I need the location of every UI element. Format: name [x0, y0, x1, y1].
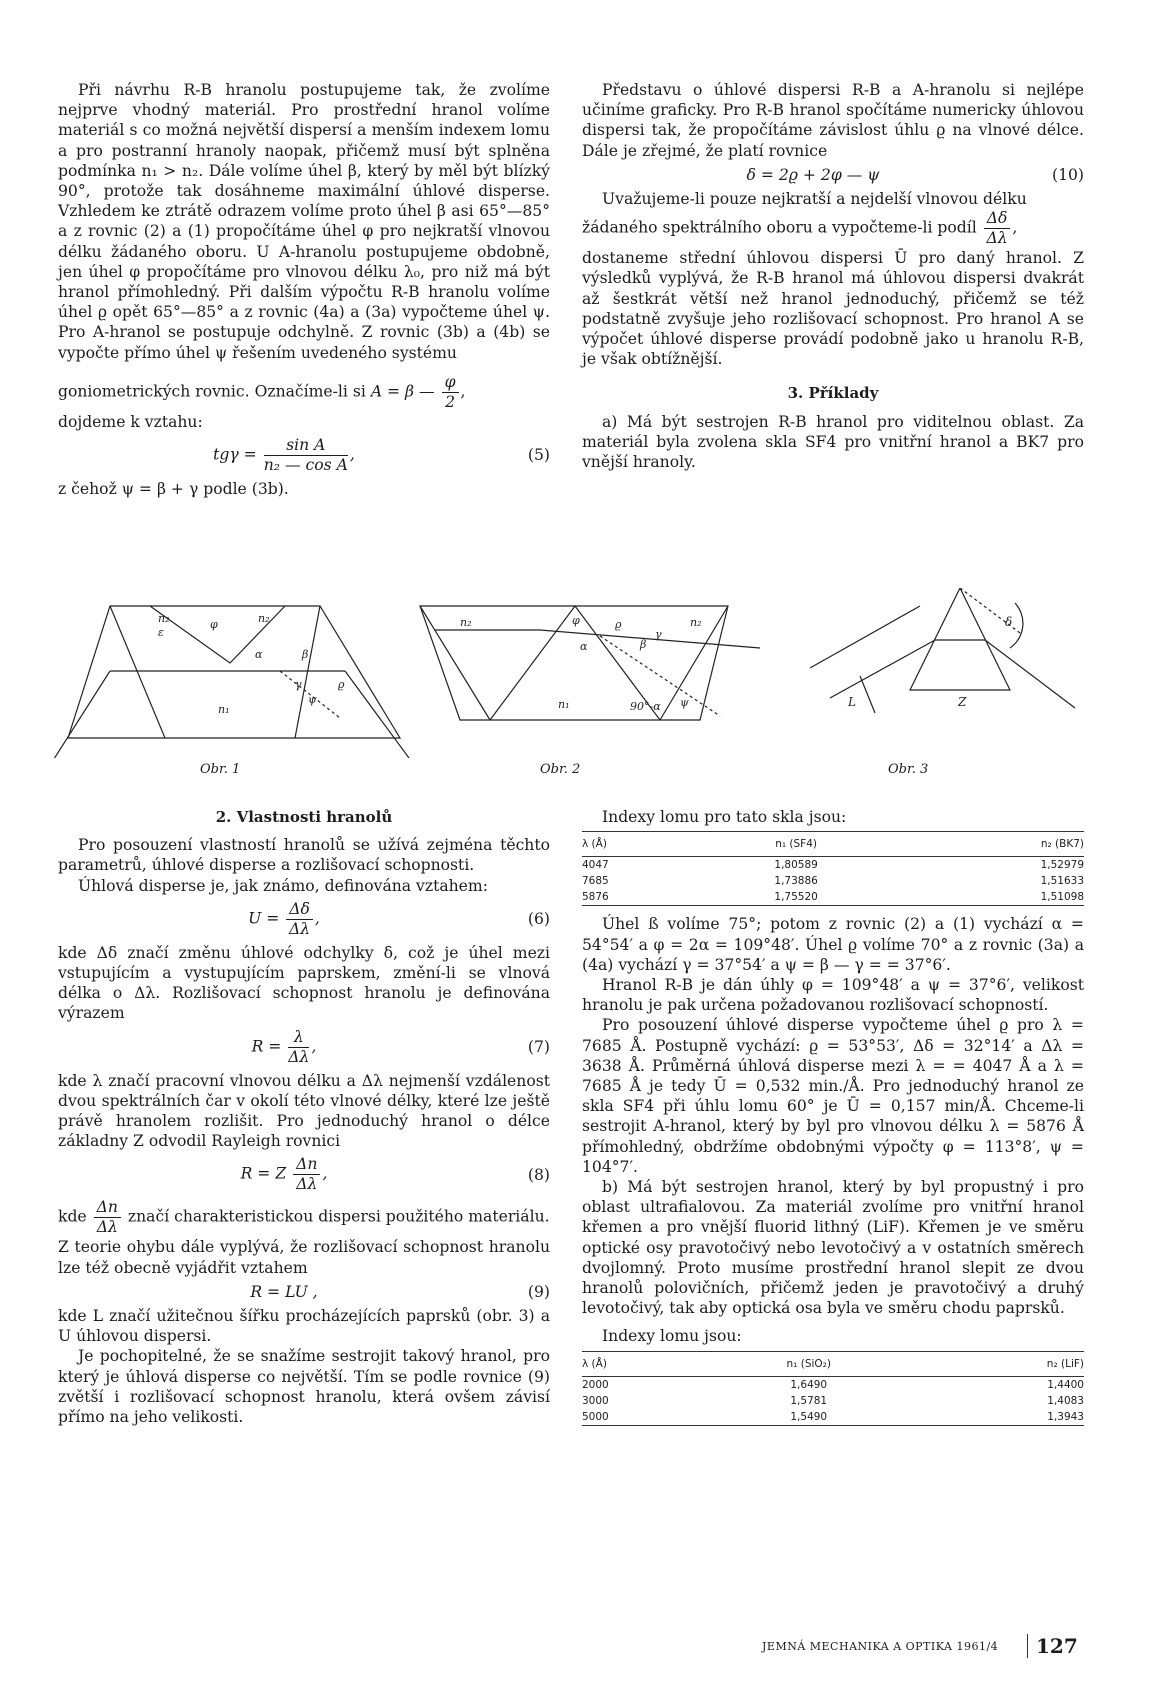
fig2-label: n₁: [558, 698, 570, 711]
table-cell: 1,51633: [1040, 875, 1084, 888]
width-line: [860, 676, 875, 713]
text: goniometrických rovnic. Označíme-li si: [58, 382, 366, 401]
figure-caption: Obr. 3: [888, 762, 929, 777]
figures-row: [40, 588, 1120, 758]
fig2-label: α: [580, 640, 588, 653]
equation-5: tgγ = $\frac{\text{sin A}}{\text{n₂ — cos A}}$ , (5): [213, 436, 550, 475]
table-row: [582, 873, 1084, 889]
prism-edge: [110, 606, 165, 738]
table-header: n₁ (SF4): [700, 832, 892, 857]
numerator: Δn: [293, 1155, 320, 1175]
fraction: [288, 1028, 309, 1067]
table-cell: 1,80589: [774, 859, 818, 872]
refraction-table-2: [582, 1351, 1084, 1426]
table-row: [582, 1376, 1084, 1393]
table-row: [582, 1393, 1084, 1409]
fig2-label: γ: [655, 628, 662, 641]
ray: [345, 671, 420, 758]
table-cell: 2000: [582, 1378, 609, 1391]
denominator: Δλ: [296, 1175, 318, 1194]
numerator: φ: [442, 373, 459, 393]
numerator: Δδ: [984, 209, 1011, 229]
table-row: [582, 889, 1084, 906]
numerator: Δn: [94, 1198, 121, 1218]
paragraph: goniometrických rovnic. Označíme-li si A = β — $\frac{\varphi}{2}$ ,: [58, 372, 466, 411]
fig3-label: Z: [958, 695, 967, 709]
paragraph: Uvažujeme-li pouze nejkratší a nejdelší vlnovou délku: [602, 190, 1027, 209]
figure-2-labels: [460, 614, 702, 713]
figure-1-labels: [158, 612, 345, 716]
fraction: [94, 1198, 121, 1237]
text: značí charakteristickou dispersi použitého materiálu.: [127, 1207, 550, 1226]
ray: [985, 640, 1075, 708]
table-cell: 5876: [582, 889, 700, 906]
paragraph: Úhlová disperse je, jak známo, definována vztahem:: [78, 876, 488, 895]
paragraph: dojdeme k vztahu:: [58, 412, 203, 431]
table-row: [582, 857, 1084, 874]
denominator: 2: [445, 392, 456, 411]
equation-left: U =: [248, 909, 280, 928]
equation-number: (6): [527, 910, 550, 929]
paragraph: b) Má být sestrojen hranol, který by byl propustný i pro oblast ultrafialovou. Za materiál zvolíme pro vnitřní hranol křemen a pro vnější fluorid lithný (LiF). Křemen je ve směru optické osy pravotočivý nebo levotočivý a v ostatních směrech dvojlomný. Proto musíme prostřední hranol slepit ze dvou hranolů polovičních, přičemž jeden je pravotočivý a druhý levotočivý, tak aby optická osa byla ve směru chodu paprsků.: [582, 1178, 1084, 1318]
ray: [540, 630, 760, 648]
equation-left: R =: [251, 1037, 282, 1056]
equation-6: U = $\frac{\Delta\delta}{\Delta\lambda}$ , (6): [248, 899, 550, 938]
paragraph: kde L značí užitečnou šířku procházejících paprsků (obr. 3) a U úhlovou dispersi.: [58, 1307, 550, 1346]
equation-left: tgγ =: [213, 445, 257, 464]
fig2-label: ϱ: [615, 618, 622, 631]
paragraph: a) Má být sestrojen R-B hranol pro viditelnou oblast. Za materiál byla zvolena skla SF4 pro vnitřní hranol a BK7 pro vnější hranoly.: [582, 412, 1084, 472]
paragraph: Úhel ß volíme 75°; potom z rovnic (2) a (1) vychází α = 54°54′ a φ = 2α = 109°48′. Úhel ϱ volíme 70° a z rovnic (3a) a (4a) vychází γ = 37°54′ a ψ = β — γ = = 37°6′.: [582, 915, 1084, 974]
fig1-label: n₂: [158, 612, 170, 625]
numerator: λ: [288, 1028, 309, 1048]
fraction: [984, 209, 1011, 248]
prism-outline: [910, 588, 1013, 690]
prism-edge: [420, 606, 490, 720]
figure-3-labels: [847, 615, 1012, 709]
equation-9: [58, 1282, 550, 1302]
section-heading: 2. Vlastnosti hranolů: [215, 808, 393, 826]
table-header: λ (Å): [582, 1351, 706, 1376]
left-column-top: [58, 80, 550, 499]
journal-footer: JEMNÁ MECHANIKA A OPTIKA 1961/4: [762, 1640, 999, 1653]
paragraph: z čehož ψ = β + γ podle (3b).: [58, 480, 289, 499]
figure-caption: Obr. 1: [200, 762, 241, 777]
table-header: λ (Å): [582, 832, 700, 857]
fig1-label: ϱ: [338, 678, 345, 691]
table-cell: 1,4083: [1047, 1394, 1084, 1407]
fig1-label: ψ: [308, 693, 317, 706]
table-cell: 7685: [582, 875, 609, 888]
paragraph: Pro posouzení vlastností hranolů se užívá zejména těchto parametrů, úhlové disperse a rozlišovací schopnosti.: [58, 836, 550, 875]
fraction: [293, 1155, 320, 1194]
text: kde: [58, 1207, 87, 1226]
left-column-bottom: [58, 807, 550, 1427]
paragraph: [58, 1198, 550, 1237]
figure-caption: Obr. 2: [540, 762, 581, 777]
table-row: [582, 1409, 1084, 1426]
equation-10: [582, 165, 1084, 185]
paragraph: Indexy lomu jsou:: [602, 1327, 742, 1346]
table-cell: 1,75520: [700, 889, 892, 906]
fig1-label: α: [255, 648, 263, 661]
fraction: [264, 436, 348, 475]
table-header-row: [582, 832, 1084, 857]
table-cell: 4047: [582, 859, 609, 872]
prism-edge: [295, 606, 320, 738]
fig2-label: n₂: [460, 616, 472, 629]
fig1-label: ε: [158, 626, 164, 639]
table-cell: 1,5781: [790, 1394, 828, 1407]
equation-part: A = β —: [370, 382, 435, 401]
table-header: n₂ (LiF): [912, 1351, 1084, 1376]
equation-number: (8): [527, 1165, 550, 1184]
paragraph: Z teorie ohybu dále vyplývá, že rozlišovací schopnost hranolu lze též obecně vyjádřit vztahem: [58, 1238, 550, 1277]
fig1-label: γ: [295, 678, 302, 691]
paragraph: Pro posouzení úhlové disperse vypočteme úhel ϱ pro λ = 7685 Å. Postupně vychází: ϱ = 53°53′, Δδ = 32°14′ a Δλ = 3638 Å. Průměrná úhlová disperse mezi λ = = 4047 Å a λ = 7685 Å je tedy Ū = 0,532 min./Å. Pro jednoduchý hranol ze skla SF4 při úhlu lomu 60° je Ū = 0,157 min/Å. Chceme-li sestrojit A-hranol, který by byl pro vlnovou délku λ = 5876 Å přímohledný, obdržíme obdobnými výpočty φ = 113°8′, ψ = 104°7′.: [582, 1016, 1084, 1176]
equation-left: R = Z: [240, 1164, 287, 1183]
paragraph: Při návrhu R-B hranolu postupujeme tak, že zvolíme nejprve vhodný materiál. Pro prostřední hranol volíme materiál s co možná největší dispersí a menším indexem lomu a pro postranní hranoly naopak, přičemž musí být splněna podmínka n₁ > n₂. Dále volíme úhel β, který by měl být blízký 90°, protože tak dosáhneme maximální úhlové disperse. Vzhledem ke ztrátě odrazem volíme proto úhel β asi 65°—85° a z rovnic (2) a (1) propočítáme úhel φ pro nejkratší vlnovou délku žádaného oboru. U A-hranolu postupujeme obdobně, jen úhel φ propočítáme pro vlnovou délku λ₀, pro niž má být hranol přímohledný. Při dalším výpočtu R-B hranolu volíme úhel ϱ opět 65°—85° a z rovnic (4a) a (3a) vypočteme úhel ψ. Pro A-hranol se postupuje odchylně. Z rovnic (3b) a (4b) se vypočte přímo úhel ψ řešením uvedeného systému: [58, 81, 550, 362]
equation-8: R = Z $\frac{\Delta n}{\Delta\lambda}$ , (8): [240, 1155, 550, 1194]
ray: [830, 640, 935, 698]
table-header-row: [582, 1351, 1084, 1376]
fig1-label: n₁: [218, 703, 230, 716]
paragraph: Představu o úhlové dispersi R-B a A-hranolu si nejlépe učiníme graficky. Pro R-B hranol spočítáme numericky úhlovou dispersi tak, že propočítáme závislost úhlu ϱ na vlnové délce. Dále je zřejmé, že platí rovnice: [582, 81, 1084, 160]
right-column-top: [582, 80, 1084, 472]
table-cell: 1,5490: [706, 1409, 912, 1426]
table-cell: 1,6490: [790, 1378, 828, 1391]
fig2-label: ψ: [680, 696, 689, 709]
equation-number: (5): [527, 446, 550, 465]
fig3-label: δ: [1005, 615, 1013, 629]
equation-number: (9): [527, 1282, 550, 1301]
section-heading: 3. Příklady: [787, 384, 879, 403]
paragraph: dostaneme střední úhlovou dispersi Ū pro daný hranol. Z výsledků vyplývá, že R-B hranol má úhlovou dispersi dvakrát až šestkrát větší než hranol jednoduchý, přičemž se též podstatně zvyšuje jeho rozlišovací schopnost. Pro hranol A se výpočet úhlové disperse provádí podobně jako u hranolu R-B, je však obtížnější.: [582, 249, 1084, 369]
table-cell: 1,4400: [1047, 1378, 1084, 1391]
table-cell: 1,73886: [774, 875, 818, 888]
equation-number: (10): [1051, 165, 1084, 184]
table-header: n₂ (BK7): [892, 832, 1084, 857]
fig2-label: 90°-α: [630, 700, 661, 713]
equation-number: (7): [527, 1038, 550, 1057]
table-cell: 3000: [582, 1394, 609, 1407]
text: žádaného spektrálního oboru a vypočteme-li podíl: [582, 218, 977, 237]
paragraph: Hranol R-B je dán úhly φ = 109°48′ a ψ = 37°6′, velikost hranolu je pak určena požadovanou rozlišovací schopností.: [582, 976, 1084, 1015]
numerator: sin A: [264, 436, 348, 456]
table-cell: 5000: [582, 1409, 706, 1426]
denominator: n₂ — cos A: [263, 456, 348, 475]
fig2-label: φ: [572, 614, 580, 627]
numerator: Δδ: [286, 900, 313, 920]
fig1-label: φ: [210, 618, 218, 631]
paragraph: kde λ značí pracovní vlnovou délku a Δλ nejmenší vzdálenost dvou spektrálních čar v okolí této vlnové délky, které lze ještě právě hranolem rozlišit. Pro jednoduchý hranol o délce základny Z odvodil Rayleigh rovnici: [58, 1071, 550, 1151]
equation-7: R = $\frac{\lambda}{\Delta\lambda}$ , (7): [251, 1027, 550, 1066]
table-cell: 1,52979: [1040, 859, 1084, 872]
page-number: 127: [1027, 1634, 1078, 1658]
fraction: [442, 373, 459, 412]
equation: δ = 2ϱ + 2φ — ψ: [746, 165, 880, 184]
fraction: [286, 900, 313, 939]
denominator: Δλ: [986, 229, 1008, 248]
equation: R = LU ,: [250, 1282, 318, 1301]
denominator: Δλ: [289, 919, 311, 938]
table-header: n₁ (SiO₂): [706, 1351, 912, 1376]
denominator: Δλ: [288, 1047, 310, 1066]
refraction-table-1: [582, 831, 1084, 906]
fig2-label: β: [640, 638, 647, 651]
table-cell: 1,3943: [912, 1409, 1084, 1426]
paragraph: kde Δδ značí změnu úhlové odchylky δ, což je úhel mezi vstupujícím a vystupujícím paprskem, změní-li se vlnová délka o Δλ. Rozlišovací schopnost hranolu je definována výrazem: [58, 943, 550, 1023]
fig1-label: n₂: [258, 612, 270, 625]
fig1-label: β: [302, 648, 309, 661]
table-cell: 1,51098: [892, 889, 1084, 906]
right-column-bottom: [582, 807, 1084, 1434]
fig3-label: L: [848, 695, 856, 709]
ray: [45, 671, 110, 758]
denominator: Δλ: [96, 1218, 118, 1237]
figure-1: [45, 606, 420, 758]
ray: [810, 606, 920, 668]
fig2-label: n₂: [690, 616, 702, 629]
paragraph: Indexy lomu pro tato skla jsou:: [602, 808, 847, 826]
paragraph: žádaného spektrálního oboru a vypočteme-li podíl $\frac{\Delta\delta}{\Delta\lambda}$ ,: [582, 209, 1018, 248]
paragraph: Je pochopitelné, že se snažíme sestrojit takový hranol, pro který je úhlová disperse co největší. Tím se podle rovnice (9) zvětší i rozlišovací schopnost hranolu, která ovšem závisí přímo na jeho velikosti.: [58, 1347, 550, 1427]
